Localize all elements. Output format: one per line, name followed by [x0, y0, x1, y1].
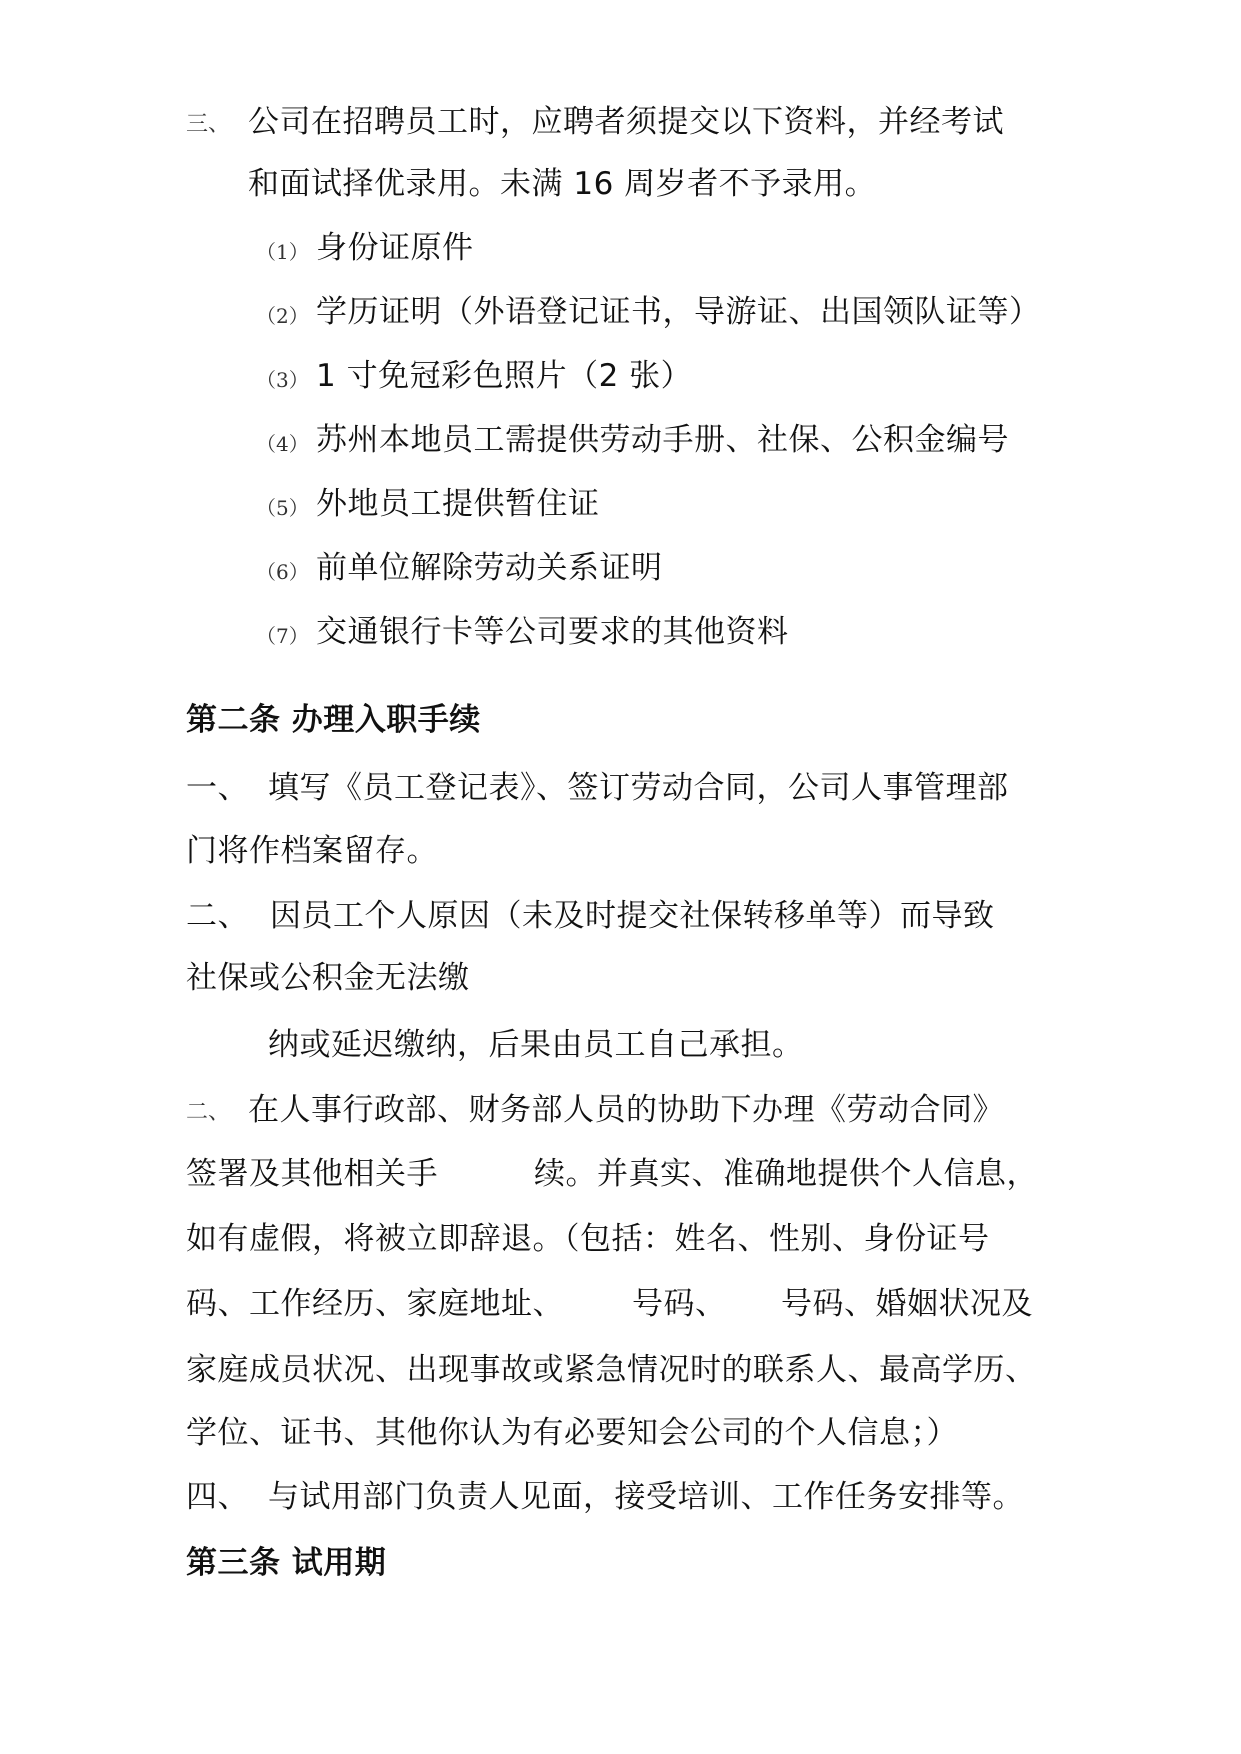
list-item-number: （2） [256, 304, 309, 328]
paragraph-line: 号码、婚姻状况及 [781, 1286, 1033, 1322]
list-item-number: （1） [256, 240, 309, 264]
section-marker: 三、 [186, 112, 231, 137]
paragraph-line: 纳或延迟缴纳，后果由员工自己承担。 [268, 1027, 804, 1063]
list-item: 学历证明（外语登记证书，导游证、出国领队证等） [316, 294, 1041, 330]
list-item: 1 寸免冠彩色照片（2 张） [316, 358, 693, 394]
paragraph-marker: 二、 [186, 898, 249, 934]
paragraph-line: 续。并真实、准确地提供个人信息， [534, 1156, 1038, 1192]
paragraph-line: 如有虚假，将被立即辞退。（包括：姓名、性别、身份证号 [186, 1221, 990, 1257]
paragraph-line: 因员工个人原因（未及时提交社保转移单等）而导致 [270, 898, 995, 934]
list-item: 外地员工提供暂住证 [316, 486, 600, 522]
list-item: 苏州本地员工需提供劳动手册、社保、公积金编号 [316, 422, 1009, 458]
list-item-number: （5） [256, 496, 309, 520]
list-item-number: （7） [256, 624, 309, 648]
paragraph-line: 门将作档案留存。 [186, 833, 438, 869]
paragraph-line: 号码、 [632, 1286, 727, 1322]
list-item-number: （3） [256, 368, 309, 392]
paragraph-line: 家庭成员状况、出现事故或紧急情况时的联系人、最高学历、 [186, 1352, 1037, 1388]
article-heading: 第三条 试用期 [186, 1545, 387, 1581]
paragraph-line: 码、工作经历、家庭地址、 [186, 1286, 564, 1322]
paragraph-line: 社保或公积金无法缴 [186, 960, 470, 996]
paragraph-line: 填写《员工登记表》、签订劳动合同，公司人事管理部 [268, 770, 1009, 806]
list-item-number: （6） [256, 560, 309, 584]
paragraph-marker: 二、 [186, 1100, 231, 1125]
paragraph-line: 在人事行政部、财务部人员的协助下办理《劳动合同》 [248, 1092, 1004, 1128]
paragraph-line: 学位、证书、其他你认为有必要知会公司的个人信息；） [186, 1415, 958, 1451]
article-heading: 第二条 办理入职手续 [186, 702, 481, 738]
paragraph-marker: 四、 [186, 1479, 249, 1515]
paragraph-marker: 一、 [186, 770, 249, 806]
list-item-number: （4） [256, 432, 309, 456]
section-text-line: 和面试择优录用。未满 16 周岁者不予录用。 [248, 166, 877, 202]
list-item: 交通银行卡等公司要求的其他资料 [316, 614, 789, 650]
paragraph-line: 签署及其他相关手 [186, 1156, 438, 1192]
paragraph-line: 与试用部门负责人见面，接受培训、工作任务安排等。 [268, 1479, 1024, 1515]
section-text-line: 公司在招聘员工时，应聘者须提交以下资料，并经考试 [248, 104, 1004, 140]
list-item: 身份证原件 [316, 230, 474, 266]
list-item: 前单位解除劳动关系证明 [316, 550, 663, 586]
